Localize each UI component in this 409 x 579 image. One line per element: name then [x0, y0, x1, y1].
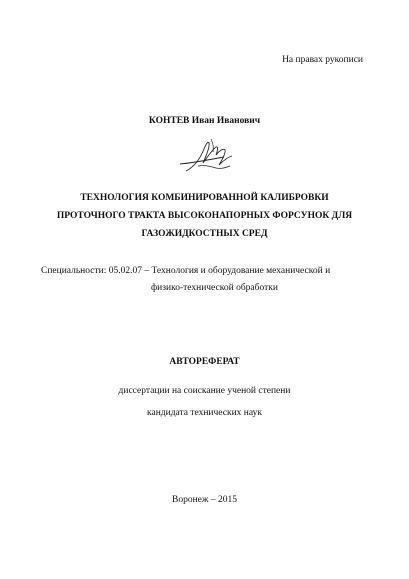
title-line-1: ТЕХНОЛОГИЯ КОМБИНИРОВАННОЙ КАЛИБРОВКИ [80, 193, 329, 203]
abstract-subtitle-line-1: диссертации на соискание ученой степени [118, 386, 291, 396]
specialty-block [41, 263, 381, 297]
abstract-subtitle-line-2: кандидата технических наук [147, 408, 262, 418]
city-year: Воронеж – 2015 [172, 495, 237, 505]
abstract-heading: АВТОРЕФЕРАТ [169, 357, 240, 367]
handwritten-signature [178, 134, 240, 176]
author-name: КОНТЕВ Иван Иванович [148, 116, 261, 126]
manuscript-rights-note: На правах рукописи [282, 55, 363, 65]
abstract-subtitle [0, 380, 409, 424]
title-line-2: ПРОТОЧНОГО ТРАКТА ВЫСОКОНАПОРНЫХ ФОРСУНОК ДЛЯ [56, 211, 353, 221]
dissertation-title [0, 189, 409, 243]
specialty-line-1: Специальности: 05.02.07 – Технология и оборудование механической и [41, 266, 331, 276]
specialty-line-2: физико-технической обработки [151, 283, 278, 293]
title-line-3: ГАЗОЖИДКОСТНЫХ СРЕД [141, 229, 268, 239]
